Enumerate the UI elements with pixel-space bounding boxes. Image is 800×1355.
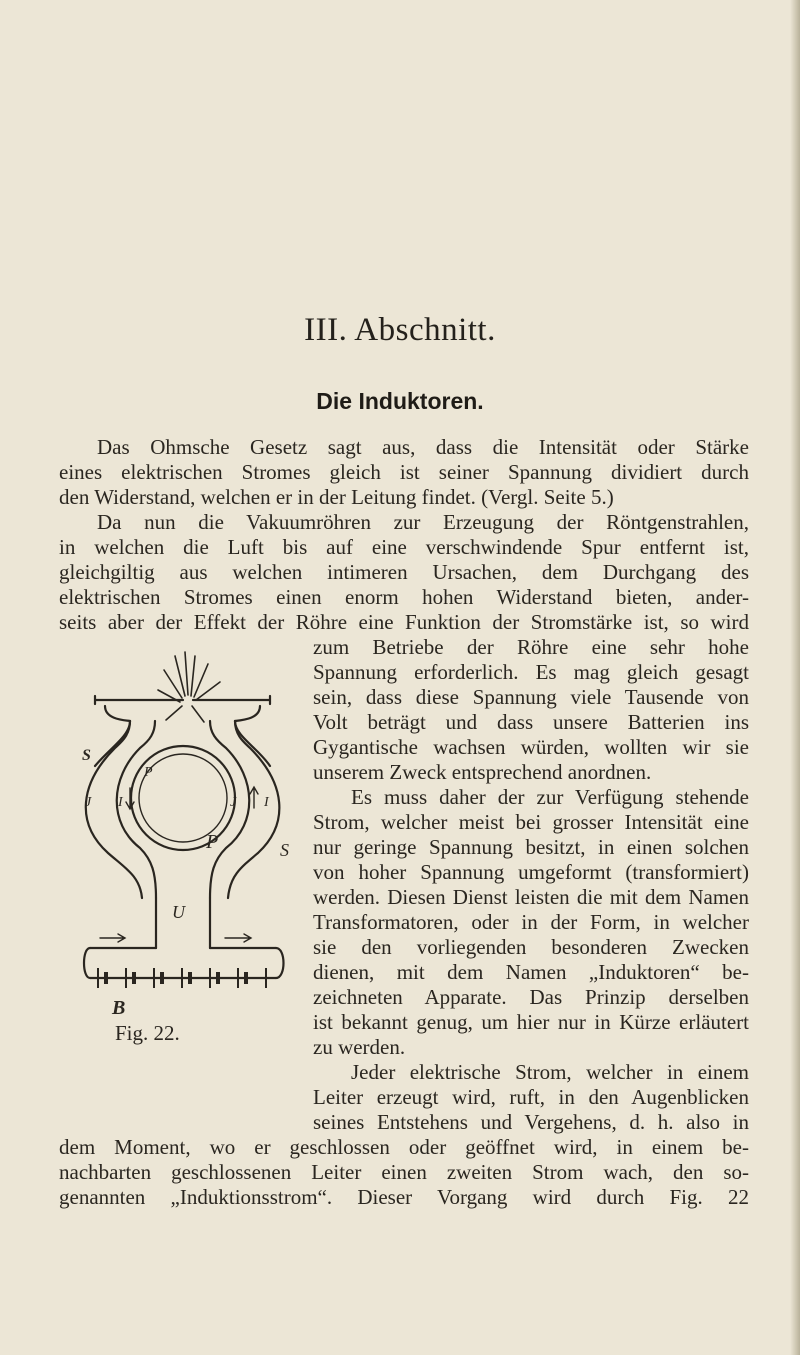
text-line: Leiter erzeugt wird, ruft, in den Augenblicken <box>313 1085 749 1109</box>
text-line: in welchen die Luft bis auf eine verschwindende Spur entfernt ist, <box>59 535 749 559</box>
text-line: den Widerstand, welchen er in der Leitung findet. (Vergl. Seite 5.) <box>59 485 614 509</box>
label-s-right: S <box>280 840 289 860</box>
label-s-left: S <box>82 747 91 764</box>
text-line: Strom, welcher meist bei grosser Intensität eine <box>313 810 749 834</box>
label-u: U <box>172 902 185 922</box>
text-line: Da nun die Vakuumröhren zur Erzeugung der Röntgenstrahlen, <box>97 510 749 534</box>
figure-caption: Fig. 22. <box>115 1021 180 1045</box>
text-line: sie den vorliegenden besonderen Zwecken <box>313 935 749 959</box>
text-line: Transformatoren, oder in der Form, in welcher <box>313 910 749 934</box>
text-line: Jeder elektrische Strom, welcher in einem <box>351 1060 749 1084</box>
chapter-heading: Die Induktoren. <box>316 388 484 414</box>
text-line: seits aber der Effekt der Röhre eine Funktion der Stromstärke ist, so wird <box>59 610 749 634</box>
label-j-left: J <box>85 795 92 810</box>
text-line: Spannung erforderlich. Es mag gleich gesagt <box>313 660 749 684</box>
text-line: zum Betriebe der Röhre eine sehr hohe <box>313 635 749 659</box>
text-line: werden. Diesen Dienst leisten die mit dem Namen <box>313 885 749 909</box>
page-edge-shadow <box>790 0 800 1355</box>
text-line: Es muss daher der zur Verfügung stehende <box>351 785 749 809</box>
text-line: dienen, mit dem Namen „Induktoren“ be- <box>313 960 749 984</box>
text-line: nur geringe Spannung besitzt, in einen solchen <box>313 835 749 859</box>
label-j-right: J <box>230 795 237 810</box>
text-line: ist bekannt genug, um hier nur in Kürze erläutert <box>313 1010 749 1034</box>
text-line: Volt beträgt und dass unsere Batterien ins <box>313 710 749 734</box>
text-line: nachbarten geschlossenen Leiter einen zweiten Strom wach, den so- <box>59 1160 749 1184</box>
label-i-left: I <box>118 795 123 810</box>
section-title: III. Abschnitt. <box>304 312 496 348</box>
text-line: zeichneten Apparate. Das Prinzip derselben <box>313 985 749 1009</box>
text-line: zu werden. <box>313 1035 406 1059</box>
secondary-coil-left <box>86 721 142 898</box>
text-line: Das Ohmsche Gesetz sagt aus, dass die Intensität oder Stärke <box>97 435 749 459</box>
label-i-right: I <box>264 795 269 810</box>
text-line: seines Entstehens und Vergehens, d. h. also in <box>313 1110 749 1134</box>
label-p-outer: P <box>206 831 219 853</box>
text-line: dem Moment, wo er geschlossen oder geöffnet wird, in einem be- <box>59 1135 749 1159</box>
text-line: gleichgiltig aus welchen intimeren Ursachen, dem Durchgang des <box>59 560 749 584</box>
text-line: Gygantische wachsen würden, wollten wir sie <box>313 735 749 759</box>
right-electrode <box>193 696 270 704</box>
text-line: unserem Zweck entsprechend anordnen. <box>313 760 652 784</box>
battery <box>90 968 276 988</box>
text-line: genannten „Induktionsstrom“. Dieser Vorgang wird durch Fig. 22 <box>59 1185 749 1209</box>
primary-coil <box>131 746 235 850</box>
spark-rays-icon <box>158 652 220 722</box>
text-line: eines elektrischen Stromes gleich ist seiner Spannung dividiert durch <box>59 460 749 484</box>
text-line: sein, dass diese Spannung viele Tausende von <box>313 685 749 709</box>
label-p-inner: P <box>144 765 153 780</box>
label-b: B <box>112 997 126 1018</box>
text-line: elektrischen Stromes einen enorm hohen Widerstand bieten, ander- <box>59 585 749 609</box>
induction-coil-diagram <box>80 648 310 1018</box>
text-line: von hoher Spannung umgeformt (transformiert) <box>313 860 749 884</box>
